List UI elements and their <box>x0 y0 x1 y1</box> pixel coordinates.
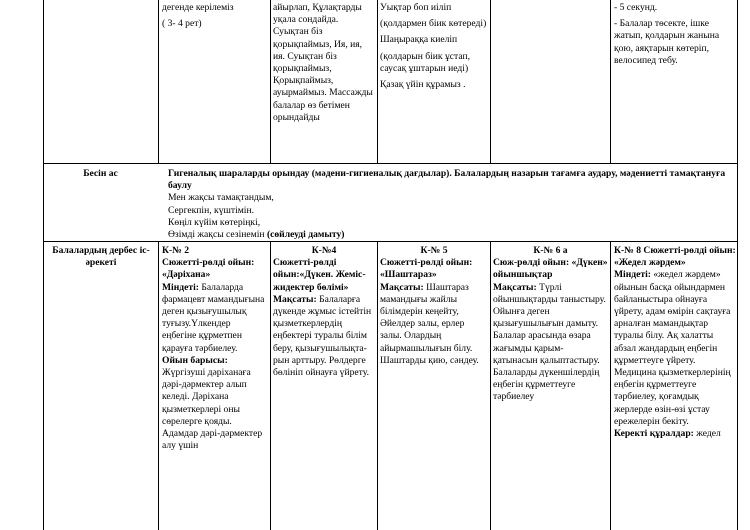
row-border-top-row <box>43 163 738 164</box>
activity-subtitle: Сюжетті-рөлді ойын: «Шаштараз» <box>380 257 473 281</box>
activity-goal: Мақсаты: Түрлі ойыншықтарды таныстыру. Ойынға деген қызығушылығын дамыту. Балалар арасында өзара жағымды қарым-қатынасын қалыптастыру. Балаларды дүкеншілердің еңбегін құрметтеуге тәрбиелеу <box>493 281 606 403</box>
top-row-col2 <box>162 2 266 30</box>
activity-col2 <box>162 245 267 452</box>
lunch-heading: Гигеналық шараларды орындау (мәдени-гигиеналық дағдылар). Балалардың назарын тағамға аудару, мәдениетті тамақтануға баулу <box>168 168 726 192</box>
activity-col4 <box>380 245 488 367</box>
text-line: Өзімді жақсы сезінемін (сөйлеуді дамыту) <box>168 229 345 241</box>
activity-title: К-№ 2 <box>162 245 189 256</box>
text-line: дегенде керілеміз <box>162 2 234 13</box>
activity-subtitle: Сюж-рөлді ойын: «Дүкен» ойыншықтар <box>493 257 608 281</box>
text-line: - 5 секунд. <box>614 2 658 13</box>
text-line: ( 3- 4 рет) <box>162 18 202 30</box>
massage-text: айырлап, Құлақтарды уқала сондайда. Суықтан біз қорықпаймыз, Ия, ия, ия. Суықтан біз қорықпаймыз, Қорықпаймыз, ауырмаймыз. Массажды балалар өз бетімен орындайды <box>273 2 373 123</box>
activity-progress-text: Жүргізуші дәріханаға дәрі-дәрмектер алып келеді. Дәріхана қызметкерлері оны сөрелерге қояды. Адамдар дәрі-дәрмектер алу үшін <box>162 367 263 452</box>
table-border-col6-lower <box>610 241 611 530</box>
table-border-col4-lower <box>377 241 378 530</box>
table-border-right <box>737 0 738 530</box>
table-border-col5-lower <box>490 241 491 530</box>
activity-subtitle: Сюжетті-рөлді ойын:«Дүкен. Жеміс-жидектер бөлімі» <box>273 257 366 293</box>
table-border-col2 <box>158 0 159 163</box>
text-line: (қолдарын біик ұстап, саусақ ұштарын иеді) <box>380 50 470 74</box>
text-line: - Балалар төсекте, ішке жатып, қолдарын жанына қою, аяқтарын көтеріп, велосипед тебу. <box>614 18 720 66</box>
text-line: Қазақ үйін құрамыз . <box>380 79 466 91</box>
table-border-col5 <box>490 0 491 163</box>
activity-goal: Міндеті: Балаларда фармацевт мамандығына деген қызығушылық туғызу.Үлкендер еңбегіне құрметпен қарауға тәрбиелеу. <box>162 281 265 354</box>
lunch-content <box>168 168 733 241</box>
activity-tools: Керекті құралдар: жедел <box>614 428 721 440</box>
activity-col6 <box>614 245 736 440</box>
activity-col5 <box>493 245 608 404</box>
activity-title: К-№4 <box>311 245 337 256</box>
activity-subtitle: Сюжетті-рөлді ойын: «Дәріхана» <box>162 257 255 281</box>
activity-goal: Мақсаты: Шаштараз мамандығы жайлы білімдерін кеңейту, Әйелдер залы, ерлер залы. Олардың айырмашылығын білу. Шаштарды қию, сәндеу. <box>380 281 479 366</box>
table-border-col3-lower <box>270 241 271 530</box>
table-border-col4 <box>377 0 378 163</box>
table-border-col6 <box>610 0 611 163</box>
activity-title: К-№ 6 а <box>533 245 568 256</box>
text-line: Мен жақсы тамақтандым, <box>168 192 274 204</box>
table-border-left <box>43 0 44 530</box>
activity-goal: Мақсаты: Балаларға дүкенде жұмыс істейтін қызметкерлердің еңбектері туралы білім беру, қызығушылықта-рын арттыру. Рөлдерге бөлініп ойнауға үйрету. <box>273 293 372 379</box>
table-border-col2-lower <box>158 241 159 530</box>
activity-title: К-№ 5 <box>420 245 448 256</box>
activity-col3 <box>273 245 375 379</box>
activity-progress-label: Ойын барысы: <box>162 354 228 366</box>
text-line: Уықтар боп иіліп <box>380 2 452 13</box>
activity-goal: Міндеті: «жедел жәрдем» ойынын басқа ойындармен байланыстыра ойнауға үйрету, адам өмірін сақтауға арналған мамандықтар туралы білу. Ақ халатты абзал жандардың еңбегін құрметтеуге үйрету. Медицина қызметкерлерінің еңбегін құрметтеуге тәрбиелеу, қоғамдық жерлерде өзін-өзі ұстау ережелерін бекіту. <box>614 269 731 427</box>
text-line: Шаңыраққа киеліп <box>380 34 458 46</box>
text-line: Көңіл күйім көтеріңкі, <box>168 216 261 228</box>
activity-title: К-№ 8 Сюжетті-рөлді ойын: «Жедел жәрдем» <box>614 245 736 269</box>
row-label-activity: Балалардың дербес іс-әрекеті <box>52 245 150 269</box>
table-border-col3 <box>270 0 271 163</box>
text-line: Сергекпін, күштімін. <box>168 204 255 216</box>
top-row-col3 <box>273 2 376 124</box>
text-line: (қолдармен біик көтереді) <box>380 18 487 30</box>
top-row-col6 <box>614 2 734 67</box>
top-row-col4 <box>380 2 488 91</box>
row-label-lunch: Бесін ас <box>83 168 118 179</box>
